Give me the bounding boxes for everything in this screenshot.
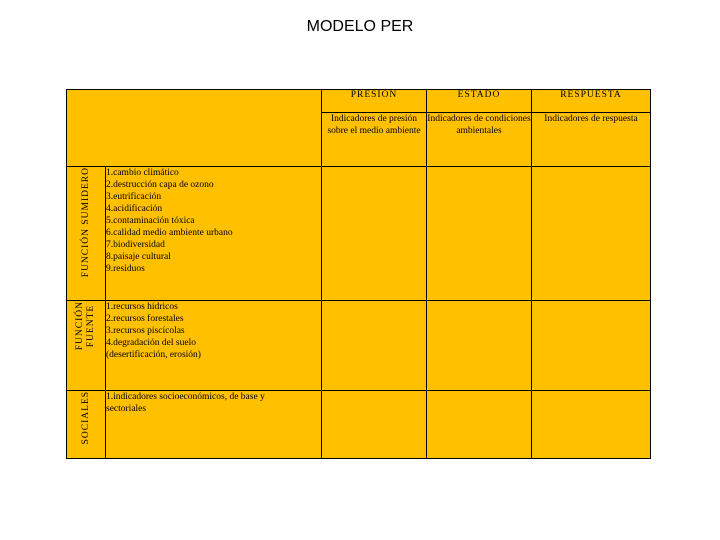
column-header-estado: ESTADO — [427, 90, 532, 113]
cell-presion — [322, 391, 427, 459]
page-title: MODELO PER — [306, 18, 414, 35]
row-items-sociales — [106, 391, 322, 459]
list-item: (desertificación, erosión) — [106, 350, 201, 360]
cell-estado — [427, 391, 532, 459]
row-funcion-fuente — [67, 301, 651, 391]
row-sociales — [67, 391, 651, 459]
list-item: 6.calidad medio ambiente urbano — [106, 228, 233, 238]
list-item: 2.recursos forestales — [106, 314, 184, 324]
row-label-text: FUNCIÓN SUMIDERO — [80, 167, 91, 278]
row-items-funcion-sumidero — [106, 167, 322, 301]
cell-respuesta — [532, 301, 651, 391]
row-label-sociales — [67, 391, 106, 459]
list-item: 4.acidificación — [106, 204, 163, 214]
list-item: 4.degradación del suelo — [106, 338, 196, 348]
column-description-estado: Indicadores de condiciones ambientales — [427, 113, 532, 167]
list-item: 5.contaminación tóxica — [106, 216, 195, 226]
cell-estado — [427, 167, 532, 301]
row-label-text: FUNCIÓN FUENTE — [75, 301, 96, 351]
column-description-respuesta: Indicadores de respuesta — [532, 113, 651, 167]
list-item: 7.biodiversidad — [106, 240, 165, 250]
row-label-funcion-fuente — [67, 301, 106, 391]
column-header-respuesta: RESPUESTA — [532, 90, 651, 113]
list-item: 9.residuos — [106, 264, 145, 274]
list-item: 2.destrucción capa de ozono — [106, 180, 214, 190]
cell-respuesta — [532, 167, 651, 301]
cell-respuesta — [532, 391, 651, 459]
cell-presion — [322, 167, 427, 301]
list-item: 3.recursos piscícolas — [106, 326, 185, 336]
per-model-table — [66, 89, 651, 459]
list-item: 1.cambio climático — [106, 168, 179, 178]
row-label-text: SOCIALES — [80, 391, 91, 445]
column-header-presion: PRESIÓN — [322, 90, 427, 113]
list-item: 1.recursos hídricos — [106, 302, 178, 312]
cell-estado — [427, 301, 532, 391]
corner-cell — [67, 90, 322, 167]
cell-presion — [322, 301, 427, 391]
list-item: 8.paisaje cultural — [106, 252, 171, 262]
row-label-funcion-sumidero — [67, 167, 106, 301]
row-items-funcion-fuente — [106, 301, 322, 391]
row-funcion-sumidero — [67, 167, 651, 301]
list-item: 3.eutrificación — [106, 192, 162, 202]
header-row — [67, 90, 651, 113]
column-description-presion: Indicadores de presión sobre el medio ambiente — [322, 113, 427, 167]
list-item: 1.indicadores socioeconómicos, de base y sectoriales — [106, 392, 265, 414]
